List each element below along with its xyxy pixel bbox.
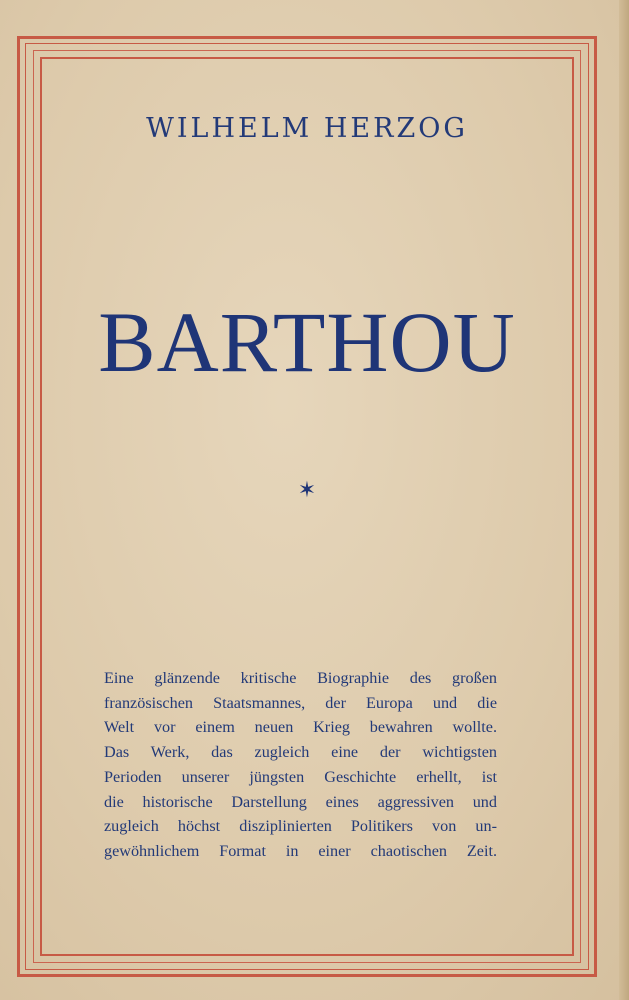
- author-name: WILHELM HERZOG: [146, 113, 468, 144]
- blurb-line: Perioden unserer jüngsten Geschichte erhellt, ist: [104, 767, 497, 786]
- blurb-line: Das Werk, das zugleich eine der wichtigsten: [104, 743, 497, 762]
- blurb-line: Welt vor einem neuen Krieg bewahren wollte.: [104, 718, 497, 737]
- blurb-line: die historische Darstellung eines aggressiven und: [104, 792, 497, 811]
- blurb-line: zugleich höchst disziplinierten Politikers von un-: [104, 817, 497, 836]
- blurb-line: französischen Staatsmannes, der Europa und die: [104, 693, 497, 712]
- book-title: BARTHOU: [98, 294, 516, 390]
- blurb-line: gewöhnlichem Format in einer chaotischen Zeit.: [104, 841, 497, 860]
- cover-edge: [619, 0, 629, 1000]
- star-ornament-icon: ✶: [297, 478, 317, 503]
- blurb-text: [104, 666, 497, 864]
- blurb-line: Eine glänzende kritische Biographie des großen: [104, 669, 497, 687]
